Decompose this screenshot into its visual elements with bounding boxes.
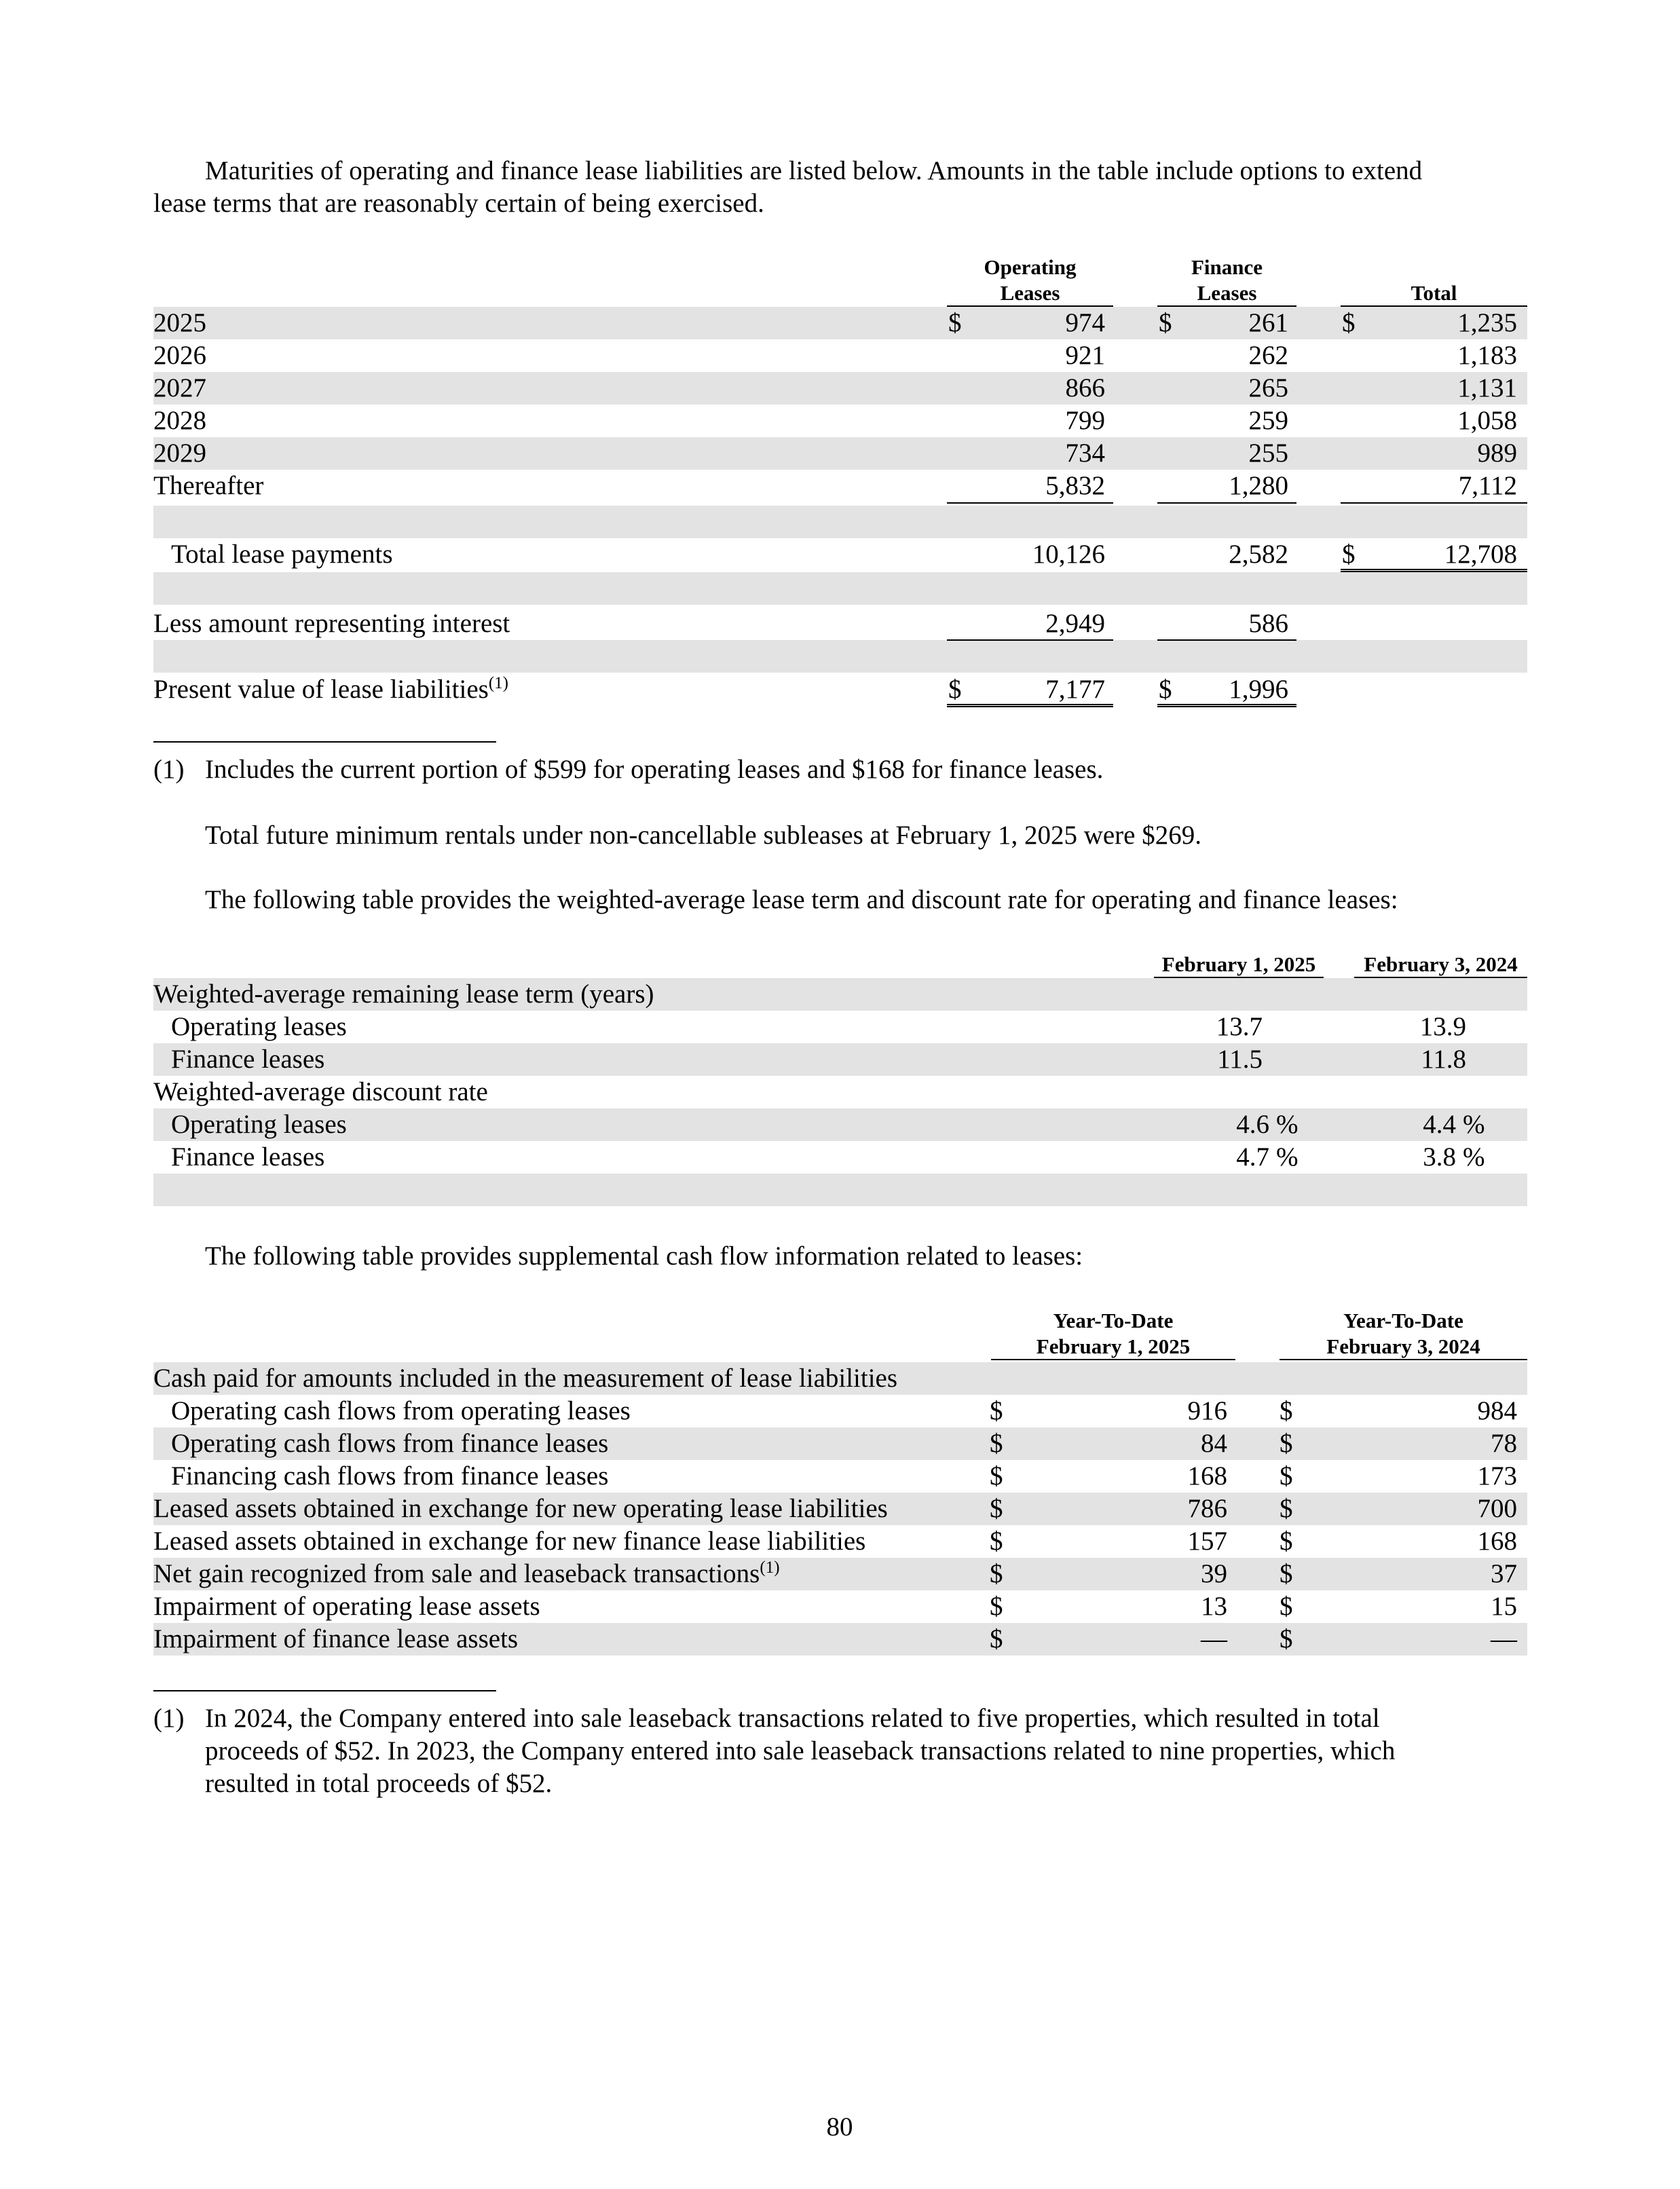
table-row-label: 2026 [153,341,206,370]
total-value: 1,235 [1457,308,1517,337]
currency-symbol: $ [1159,675,1172,704]
operating-value: 921 [1065,341,1105,370]
value-2024: 37 [1491,1559,1517,1588]
table-row-label: Net gain recognized from sale and leaseback transactions$^{(1)}$ [153,1558,780,1588]
finance-value: 2,582 [1229,540,1288,569]
table-row-label: Impairment of finance lease assets [153,1624,519,1653]
header-finance-top: Finance [1191,255,1263,279]
value-2024: 984 [1477,1396,1517,1425]
table-row-label: Leased assets obtained in exchange for new finance lease liabilities [153,1527,866,1556]
finance-value: 265 [1248,373,1288,403]
table-row-label: Finance leases [171,1045,325,1074]
finance-value: 259 [1248,406,1288,435]
grand-total-double-rule [947,704,1113,707]
footnote-text-line-2: proceeds of $52. In 2023, the Company entered into sale leaseback transactions related to nine properties, which [205,1736,1396,1765]
value-2024: 4.4 [1423,1110,1456,1139]
currency-symbol: $ [990,1559,1003,1588]
column-header-ytd: Year-To-Date [1343,1309,1463,1332]
value-2025: 157 [1187,1527,1227,1556]
value-2024: 168 [1477,1527,1517,1556]
header-operating-bottom: Leases [1000,281,1060,305]
operating-value: 2,949 [1045,609,1105,638]
table-row-label: Impairment of operating lease assets [153,1592,540,1621]
section-heading: Cash paid for amounts included in the measurement of lease liabilities [153,1364,898,1393]
finance-value: 1,280 [1229,471,1288,500]
currency-symbol: $ [1280,1396,1293,1425]
currency-symbol: $ [948,308,962,337]
subtotal-rule [1157,639,1296,641]
currency-symbol: $ [948,675,962,704]
operating-value: 7,177 [1045,675,1105,704]
footnote-ref: (1) [488,674,508,692]
table-row-label: Operating leases [171,1012,347,1041]
operating-value: 734 [1065,438,1105,468]
grand-total-double-rule [1341,569,1527,572]
value-2025: — [1201,1624,1227,1653]
column-header-2025: February 1, 2025 [1036,1334,1191,1358]
column-header-ytd: Year-To-Date [1053,1309,1174,1332]
table-row-label: 2025 [153,308,206,337]
section-heading: Weighted-average remaining lease term (years) [153,979,654,1009]
finance-value: 262 [1248,341,1288,370]
value-2024: 15 [1491,1592,1517,1621]
footnote-text-line-3: resulted in total proceeds of $52. [205,1769,553,1798]
currency-symbol: $ [1280,1592,1293,1621]
total-value: 7,112 [1458,471,1517,500]
footnote-marker: (1) [153,1704,185,1733]
currency-symbol: $ [990,1527,1003,1556]
footnote-separator [153,1690,496,1691]
table-row-label: Leased assets obtained in exchange for new operating lease liabilities [153,1494,888,1523]
table-row-label: Operating cash flows from operating leases [171,1396,631,1425]
row-shade [153,572,1527,605]
value-2025: 11.5 [1217,1045,1263,1074]
table-row-label: Financing cash flows from finance leases [171,1461,609,1491]
header-total: Total [1411,281,1457,305]
finance-value: 1,996 [1229,675,1288,704]
currency-symbol: $ [1280,1559,1293,1588]
value-2024: 3.8 [1423,1142,1456,1172]
subtotal-rule [947,639,1113,641]
footnote-text-line-1: In 2024, the Company entered into sale leaseback transactions related to five properties, which resulted in total [205,1704,1380,1733]
total-value: 1,131 [1457,373,1517,403]
value-2025: 916 [1187,1396,1227,1425]
grand-total-double-rule [1157,704,1296,707]
table-row-label: 2028 [153,406,206,435]
finance-value: 586 [1248,609,1288,638]
total-payments-label: Total lease payments [171,540,393,569]
section-heading: Weighted-average discount rate [153,1077,488,1106]
value-2024: 173 [1477,1461,1517,1491]
currency-symbol: $ [1159,308,1172,337]
row-shade [153,1174,1527,1206]
total-value: 12,708 [1444,540,1517,569]
value-2025: 13.7 [1216,1012,1263,1041]
footnote-text: Includes the current portion of $599 for operating leases and $168 for finance leases. [205,755,1104,784]
currency-symbol: $ [990,1461,1003,1491]
row-shade [153,1043,1527,1076]
subtotal-rule [1341,502,1527,504]
value-2024: 700 [1477,1494,1517,1523]
value-2024: 11.8 [1421,1045,1466,1074]
table-row-label: Operating leases [171,1110,347,1139]
operating-value: 10,126 [1032,540,1105,569]
table-row-label: 2029 [153,438,206,468]
value-2024: 78 [1491,1429,1517,1458]
footnote-separator [153,741,496,743]
header-operating-top: Operating [984,255,1077,279]
value-2025: 39 [1201,1559,1227,1588]
percent-sign: % [1463,1142,1485,1172]
table-row-label: Operating cash flows from finance leases [171,1429,609,1458]
intro-line-2: lease terms that are reasonably certain of being exercised. [153,189,764,218]
header-finance-bottom: Leases [1197,281,1257,305]
weighted-average-intro: The following table provides the weighted-average lease term and discount rate for operating and finance leases: [205,885,1398,914]
table-row-label: Thereafter [153,471,264,500]
column-header-2024: February 3, 2024 [1326,1334,1480,1358]
total-value: 989 [1477,438,1517,468]
row-shade [153,1108,1527,1141]
percent-sign: % [1463,1110,1485,1139]
currency-symbol: $ [1280,1527,1293,1556]
value-2024: — [1491,1624,1517,1653]
currency-symbol: $ [1280,1461,1293,1491]
total-value: 1,183 [1457,341,1517,370]
currency-symbol: $ [990,1592,1003,1621]
total-value: 1,058 [1457,406,1517,435]
percent-sign: % [1276,1110,1299,1139]
value-2025: 168 [1187,1461,1227,1491]
value-2025: 4.6 [1236,1110,1269,1139]
footnote-marker: (1) [153,755,185,784]
subleases-paragraph: Total future minimum rentals under non-cancellable subleases at February 1, 2025 were $269. [205,821,1201,850]
operating-value: 799 [1065,406,1105,435]
row-shade [153,437,1527,470]
currency-symbol: $ [1280,1494,1293,1523]
page-number: 80 [826,2112,853,2141]
column-header-2024: February 3, 2024 [1364,952,1518,976]
finance-value: 255 [1248,438,1288,468]
table-row-label: 2027 [153,373,206,403]
finance-value: 261 [1248,308,1288,337]
currency-symbol: $ [990,1494,1003,1523]
present-value-label: Present value of lease liabilities$^{(1)}$ [153,674,508,704]
intro-line-1: Maturities of operating and finance lease liabilities are listed below. Amounts in the table include options to extend [205,156,1423,185]
currency-symbol: $ [1342,540,1356,569]
row-shade [153,640,1527,673]
currency-symbol: $ [990,1396,1003,1425]
header-rule [1280,1359,1527,1360]
operating-value: 974 [1065,308,1105,337]
currency-symbol: $ [1280,1429,1293,1458]
operating-value: 5,832 [1045,471,1105,500]
header-rule [991,1359,1235,1360]
currency-symbol: $ [990,1624,1003,1653]
percent-sign: % [1276,1142,1299,1172]
currency-symbol: $ [1342,308,1356,337]
value-2025: 84 [1201,1429,1227,1458]
currency-symbol: $ [990,1429,1003,1458]
row-shade [153,506,1527,538]
value-2025: 13 [1201,1592,1227,1621]
interest-label: Less amount representing interest [153,609,510,638]
footnote-ref: (1) [760,1558,780,1577]
currency-symbol: $ [1280,1624,1293,1653]
row-shade [153,307,1527,339]
subtotal-rule [1157,502,1296,504]
row-shade [153,372,1527,405]
value-2025: 4.7 [1236,1142,1269,1172]
value-2024: 13.9 [1419,1012,1466,1041]
subtotal-rule [947,502,1113,504]
table-row-label: Finance leases [171,1142,325,1172]
operating-value: 866 [1065,373,1105,403]
value-2025: 786 [1187,1494,1227,1523]
column-header-2025: February 1, 2025 [1161,952,1316,976]
cash-flow-intro: The following table provides supplemental cash flow information related to leases: [205,1241,1083,1271]
